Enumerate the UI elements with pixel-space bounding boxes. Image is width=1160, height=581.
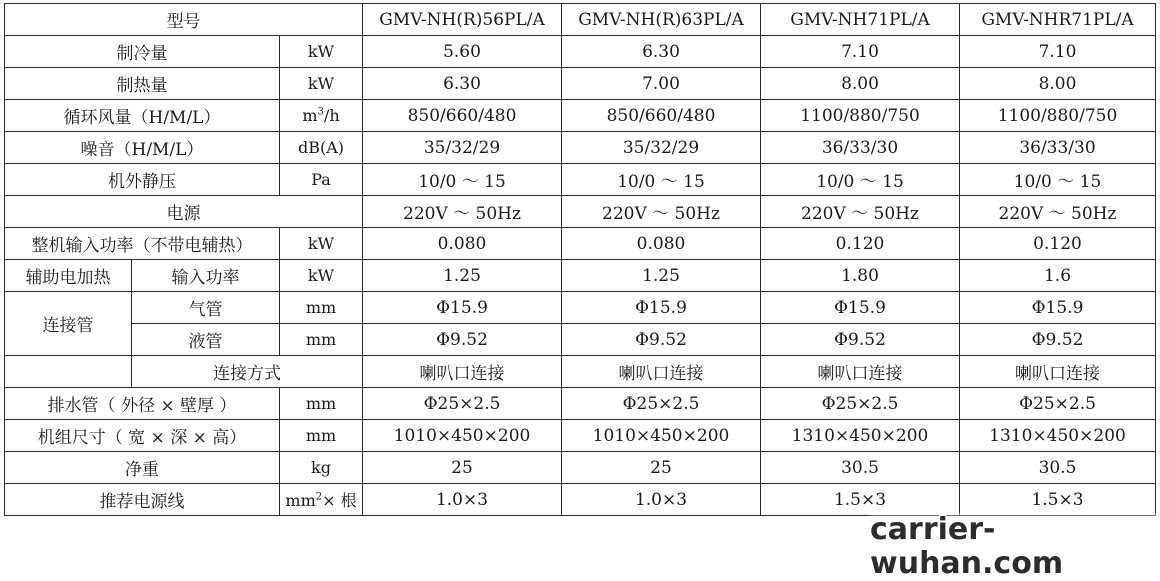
- cell-value: Φ9.52: [562, 324, 761, 356]
- row-label: 机外静压: [5, 164, 280, 196]
- cell-value: 36/33/30: [960, 132, 1156, 164]
- row-unit: kg: [280, 452, 363, 484]
- row-unit: mm: [280, 388, 363, 420]
- unit-tail: × 根: [322, 491, 357, 510]
- row-aux-heater: [5, 260, 1156, 292]
- cell-value: 30.5: [761, 452, 960, 484]
- row-connection: [5, 356, 1156, 388]
- cell-value: 10/0 ～ 15: [960, 164, 1156, 196]
- cell-value: Φ9.52: [761, 324, 960, 356]
- row-net-weight: [5, 452, 1156, 484]
- cell-value: Φ25×2.5: [761, 388, 960, 420]
- row-label: 输入功率: [132, 260, 280, 292]
- cell-value: 1.25: [363, 260, 562, 292]
- row-unit: mm: [280, 292, 363, 324]
- cell-value: 25: [562, 452, 761, 484]
- cell-value: 36/33/30: [761, 132, 960, 164]
- cell-value: Φ9.52: [960, 324, 1156, 356]
- cell-value: 5.60: [363, 36, 562, 68]
- row-label: 连接方式: [132, 356, 363, 388]
- row-airflow: [5, 100, 1156, 132]
- cell-value: 1310×450×200: [960, 420, 1156, 452]
- cell-value: Φ9.52: [363, 324, 562, 356]
- cell-value: 10/0 ～ 15: [761, 164, 960, 196]
- row-label: 噪音（H/M/L）: [5, 132, 280, 164]
- cell-value: Φ15.9: [363, 292, 562, 324]
- cell-value: 1310×450×200: [761, 420, 960, 452]
- cell-value: 10/0 ～ 15: [363, 164, 562, 196]
- row-label: 制热量: [5, 68, 280, 100]
- site-watermark: carrier-wuhan.com: [870, 513, 1160, 581]
- model-name: GMV-NH(R)56PL/A: [363, 4, 562, 36]
- cell-value: 1.80: [761, 260, 960, 292]
- unit-base: mm: [285, 491, 316, 510]
- cell-value: 1100/880/750: [761, 100, 960, 132]
- model-name: GMV-NHR71PL/A: [960, 4, 1156, 36]
- row-label: 循环风量（H/M/L）: [5, 100, 280, 132]
- model-name: GMV-NH71PL/A: [761, 4, 960, 36]
- row-label: 排水管（ 外径 × 壁厚 ）: [5, 388, 280, 420]
- cell-value: 1.5×3: [761, 484, 960, 516]
- row-label: 机组尺寸（ 宽 × 深 × 高）: [5, 420, 280, 452]
- row-label: 气管: [132, 292, 280, 324]
- cell-value: 220V ～ 50Hz: [562, 196, 761, 228]
- row-power-supply: [5, 196, 1156, 228]
- row-unit: kW: [280, 68, 363, 100]
- row-unit: mm: [280, 420, 363, 452]
- cell-value: 0.080: [562, 228, 761, 260]
- cell-value: Φ15.9: [960, 292, 1156, 324]
- cell-value: 0.120: [960, 228, 1156, 260]
- cell-value: 1.0×3: [363, 484, 562, 516]
- row-group-label: 连接管: [5, 292, 132, 356]
- cell-value: 7.10: [960, 36, 1156, 68]
- cell-value: 1100/880/750: [960, 100, 1156, 132]
- row-liquid-pipe: [5, 324, 1156, 356]
- cell-value: 850/660/480: [562, 100, 761, 132]
- row-label: 电源: [5, 196, 363, 228]
- cell-value: 220V ～ 50Hz: [363, 196, 562, 228]
- unit-superscript: 2: [315, 491, 323, 503]
- row-unit: [280, 484, 363, 516]
- cell-value: 喇叭口连接: [562, 356, 761, 388]
- row-unit: [280, 100, 363, 132]
- cell-value: 0.080: [363, 228, 562, 260]
- row-label: 推荐电源线: [5, 484, 280, 516]
- cell-value: 6.30: [363, 68, 562, 100]
- cell-value: 8.00: [960, 68, 1156, 100]
- cell-value: 喇叭口连接: [363, 356, 562, 388]
- cell-value: 25: [363, 452, 562, 484]
- row-unit: kW: [280, 228, 363, 260]
- row-power-cable: [5, 484, 1156, 516]
- row-unit: dB(A): [280, 132, 363, 164]
- model-name: GMV-NH(R)63PL/A: [562, 4, 761, 36]
- unit-tail: /h: [323, 106, 340, 125]
- row-unit: mm: [280, 324, 363, 356]
- empty-cell: [5, 356, 132, 388]
- row-label: 液管: [132, 324, 280, 356]
- cell-value: 1010×450×200: [562, 420, 761, 452]
- cell-value: 1.25: [562, 260, 761, 292]
- cell-value: Φ25×2.5: [363, 388, 562, 420]
- header-row: [5, 4, 1156, 36]
- row-input-power: [5, 228, 1156, 260]
- row-dimensions: [5, 420, 1156, 452]
- cell-value: 7.00: [562, 68, 761, 100]
- cell-value: Φ25×2.5: [562, 388, 761, 420]
- model-header-label: 型号: [5, 4, 363, 36]
- row-label: 制冷量: [5, 36, 280, 68]
- row-noise: [5, 132, 1156, 164]
- cell-value: Φ15.9: [761, 292, 960, 324]
- row-label: 整机输入功率（不带电辅热）: [5, 228, 280, 260]
- row-unit: Pa: [280, 164, 363, 196]
- cell-value: 喇叭口连接: [761, 356, 960, 388]
- unit-superscript: 3: [317, 106, 324, 118]
- cell-value: 1010×450×200: [363, 420, 562, 452]
- row-gas-pipe: [5, 292, 1156, 324]
- cell-value: 35/32/29: [562, 132, 761, 164]
- row-static-pressure: [5, 164, 1156, 196]
- cell-value: 6.30: [562, 36, 761, 68]
- row-label: 净重: [5, 452, 280, 484]
- cell-value: 8.00: [761, 68, 960, 100]
- row-heating: [5, 68, 1156, 100]
- cell-value: 1.6: [960, 260, 1156, 292]
- cell-value: Φ15.9: [562, 292, 761, 324]
- cell-value: 220V ～ 50Hz: [960, 196, 1156, 228]
- cell-value: 850/660/480: [363, 100, 562, 132]
- cell-value: 1.5×3: [960, 484, 1156, 516]
- cell-value: 220V ～ 50Hz: [761, 196, 960, 228]
- cell-value: 30.5: [960, 452, 1156, 484]
- cell-value: 10/0 ～ 15: [562, 164, 761, 196]
- row-drain-pipe: [5, 388, 1156, 420]
- cell-value: 1.0×3: [562, 484, 761, 516]
- row-unit: kW: [280, 36, 363, 68]
- cell-value: Φ25×2.5: [960, 388, 1156, 420]
- cell-value: 7.10: [761, 36, 960, 68]
- unit-base: m: [302, 106, 318, 125]
- cell-value: 0.120: [761, 228, 960, 260]
- row-unit: kW: [280, 260, 363, 292]
- cell-value: 35/32/29: [363, 132, 562, 164]
- row-cooling: [5, 36, 1156, 68]
- row-group-label: 辅助电加热: [5, 260, 132, 292]
- spec-table: [4, 3, 1156, 516]
- cell-value: 喇叭口连接: [960, 356, 1156, 388]
